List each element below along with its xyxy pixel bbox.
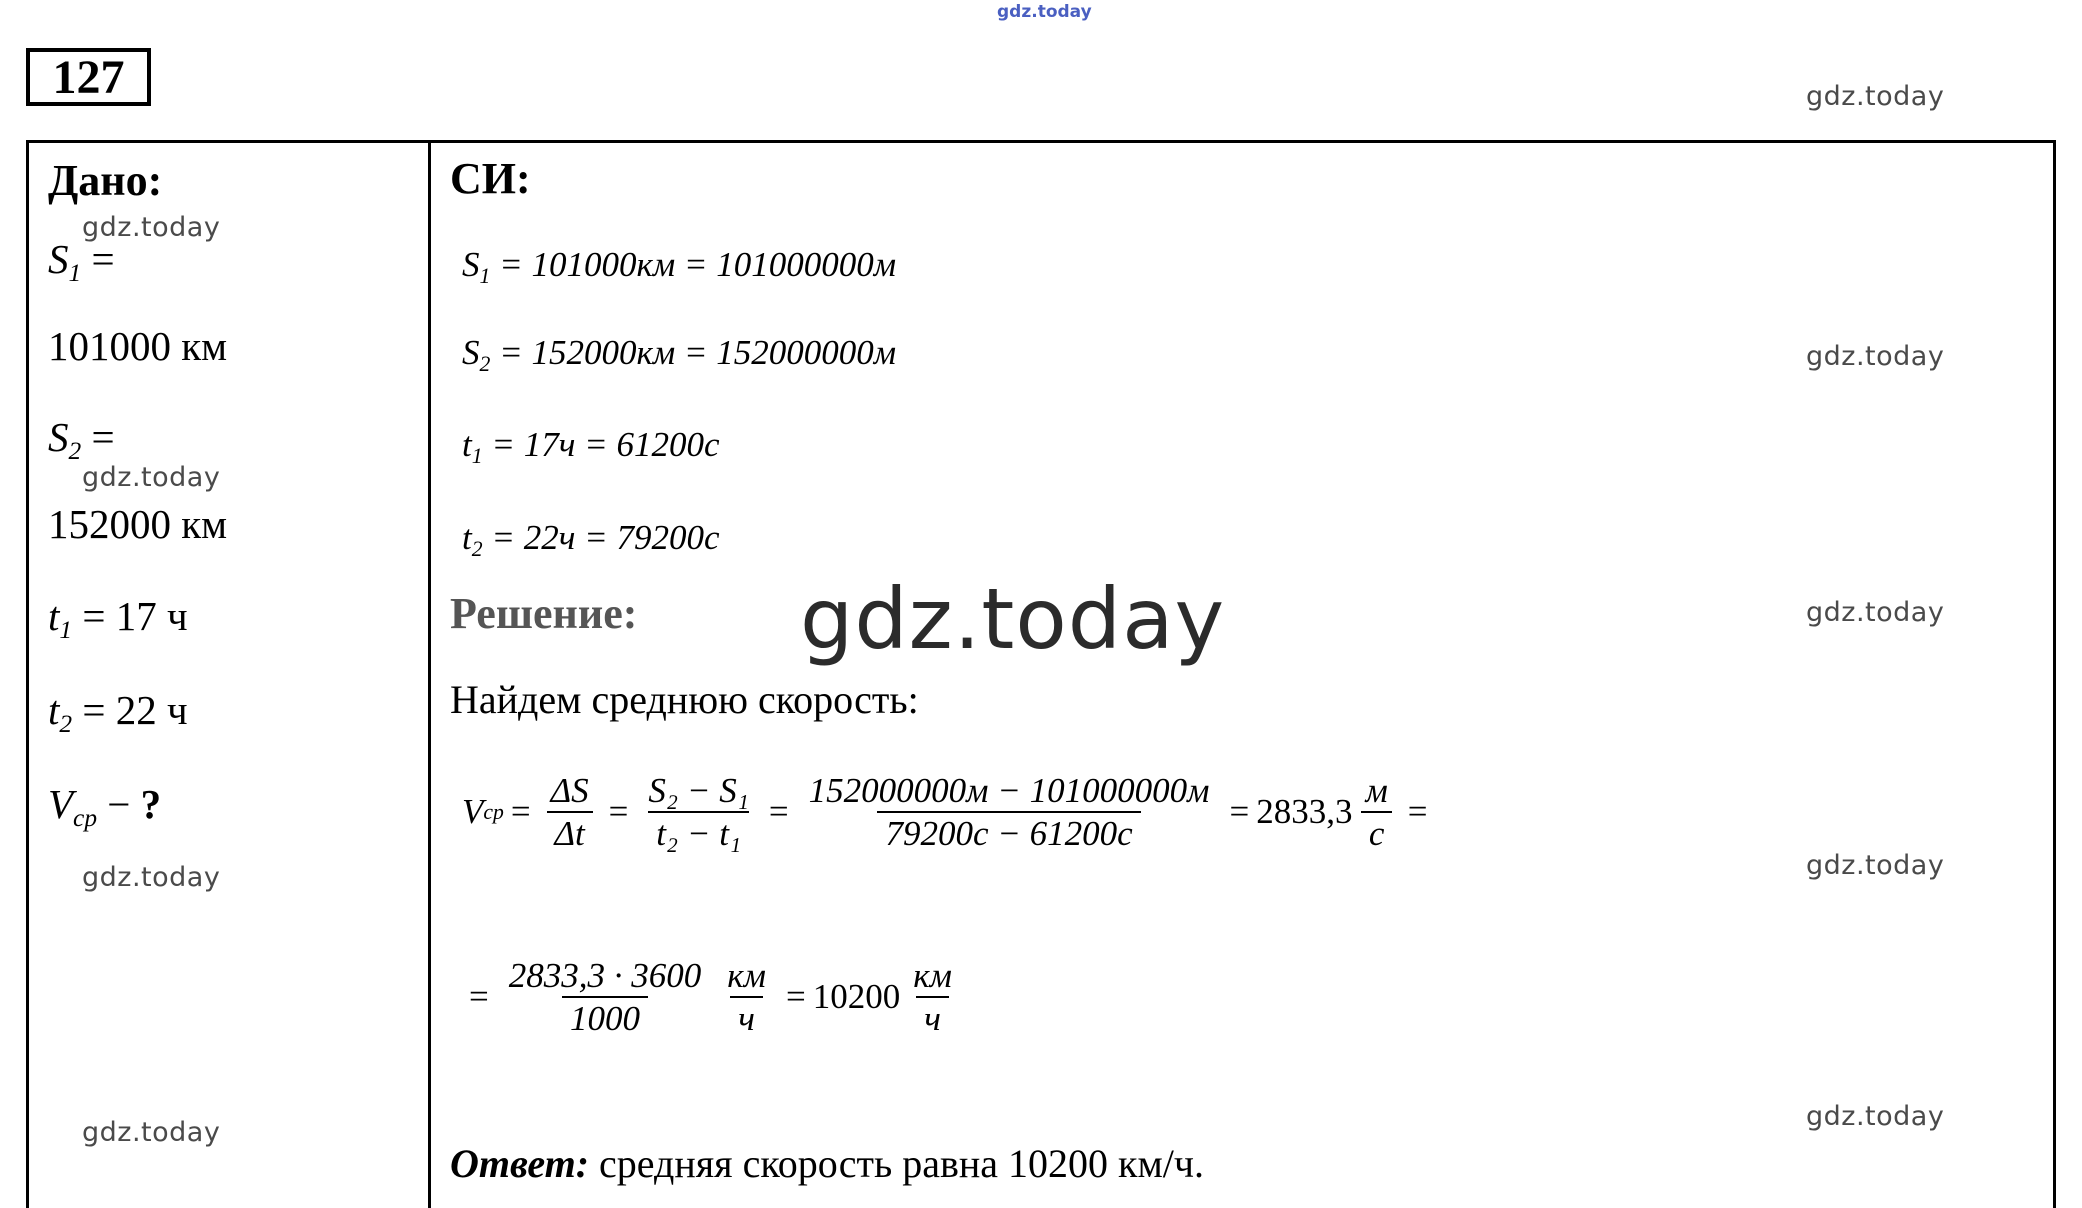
answer-text: средняя скорость равна 10200 км/ч. [599, 1141, 1204, 1186]
fraction-s-diff [640, 770, 756, 855]
si-subscript: 2 [479, 351, 491, 376]
answer-line [450, 1140, 1204, 1187]
content-frame [26, 140, 2056, 1208]
equals-sign: = [510, 792, 531, 832]
answer-label: Ответ: [450, 1141, 590, 1186]
watermark: gdz.today [1806, 81, 1945, 112]
given-symbol: V [48, 781, 74, 827]
unit-denominator: ч [916, 996, 949, 1039]
column-divider [428, 140, 431, 1208]
watermark: gdz.today [1806, 597, 1945, 628]
given-item [48, 592, 188, 645]
watermark: gdz.today [1806, 341, 1945, 372]
fraction-denominator: Δt [547, 811, 593, 854]
watermark: gdz.today [1806, 850, 1945, 881]
given-value: 17 ч [115, 593, 188, 639]
given-equals: − [107, 781, 131, 827]
formula-lhs-sub: ср [483, 799, 504, 824]
given-symbol: t [48, 593, 60, 639]
given-equals: = [91, 414, 115, 460]
given-subscript: ср [73, 804, 98, 833]
given-item [48, 235, 115, 288]
fraction-ds-dt [543, 770, 597, 855]
formula-result: 10200 [812, 977, 901, 1017]
watermark: gdz.today [82, 212, 221, 243]
task-number: 127 [26, 48, 151, 106]
unit-denominator: ч [730, 996, 763, 1039]
leading-equals: = [469, 977, 489, 1017]
si-subscript: 1 [479, 263, 491, 288]
given-title: Дано: [48, 156, 163, 205]
fraction-conversion [501, 955, 710, 1040]
formula-result: 2833,3 [1256, 792, 1353, 832]
fraction-denominator: 1000 [562, 996, 648, 1039]
fraction-numerator: S₂ − S₁ [648, 771, 749, 810]
equals-sign: = [1229, 792, 1250, 832]
si-symbol: S [462, 333, 480, 372]
given-item [48, 780, 161, 833]
solution-formula-2 [462, 955, 965, 1040]
solution-title: Решение: [450, 589, 638, 638]
given-subscript: 1 [59, 616, 73, 645]
solution-formula-1 [462, 770, 1435, 855]
fraction-denominator: 79200с − 61200с [877, 811, 1140, 854]
watermark-top: gdz.today [997, 2, 1092, 22]
given-value: ? [140, 781, 162, 827]
given-equals: = [91, 236, 115, 282]
given-value: 22 ч [115, 687, 188, 733]
formula-lhs: V [462, 792, 484, 832]
watermark: gdz.today [82, 1117, 221, 1148]
given-subscript: 2 [59, 710, 73, 739]
unit-numerator: км [727, 956, 766, 995]
si-subscript: 2 [471, 536, 483, 561]
unit-km-per-h [905, 955, 960, 1040]
unit-km-per-h [719, 955, 774, 1040]
si-expression: = 17ч = 61200с [491, 425, 720, 464]
si-symbol: t [462, 518, 472, 557]
equals-sign: = [768, 792, 789, 832]
unit-numerator: м [1365, 771, 1388, 810]
si-line [462, 245, 896, 289]
given-item [48, 686, 188, 739]
given-value: 152000 км [48, 501, 228, 547]
fraction-numerator: ΔS [550, 771, 589, 810]
si-line [462, 425, 720, 469]
given-equals: = [82, 687, 106, 733]
si-expression: = 152000км = 152000000м [499, 333, 897, 372]
given-subscript: 1 [68, 259, 82, 288]
watermark: gdz.today [1806, 1101, 1945, 1132]
given-symbol: S [48, 236, 69, 282]
fraction-denominator: t₂ − t₁ [648, 811, 749, 854]
watermark: gdz.today [82, 462, 221, 493]
trailing-equals: = [1407, 792, 1428, 832]
si-line [462, 518, 720, 562]
equals-sign: = [608, 792, 629, 832]
si-line [462, 333, 896, 377]
si-symbol: t [462, 425, 472, 464]
unit-m-per-s [1357, 770, 1395, 855]
si-expression: = 101000км = 101000000м [499, 245, 897, 284]
given-value: 101000 км [48, 323, 228, 369]
si-expression: = 22ч = 79200с [491, 518, 720, 557]
unit-denominator: с [1361, 811, 1393, 854]
given-symbol: t [48, 687, 60, 733]
given-item [48, 413, 115, 466]
si-title: СИ: [450, 154, 531, 203]
watermark-large: gdz.today [800, 570, 1226, 668]
given-symbol: S [48, 414, 69, 460]
solution-intro: Найдем среднюю скорость: [450, 677, 919, 722]
si-symbol: S [462, 245, 480, 284]
si-subscript: 1 [471, 443, 483, 468]
fraction-numerator: 152000000м − 101000000м [808, 771, 1210, 810]
fraction-numeric [801, 770, 1218, 855]
fraction-numerator: 2833,3 · 3600 [508, 956, 702, 995]
watermark: gdz.today [82, 862, 221, 893]
equals-sign: = [785, 977, 806, 1017]
given-equals: = [82, 593, 106, 639]
unit-numerator: км [913, 956, 952, 995]
given-subscript: 2 [68, 437, 82, 466]
